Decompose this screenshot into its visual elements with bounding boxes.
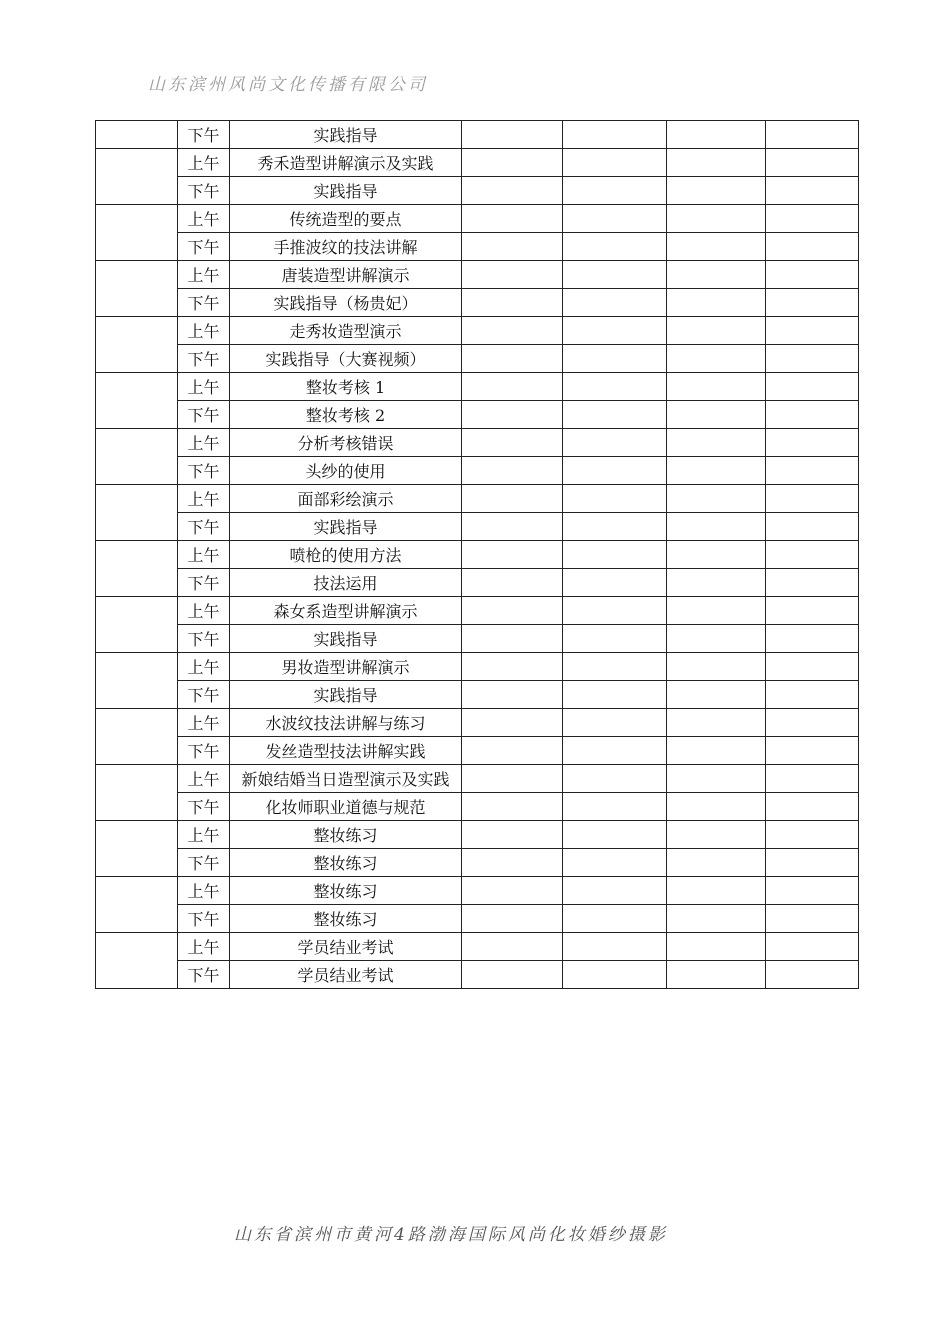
empty-cell xyxy=(667,289,766,317)
table-row xyxy=(96,233,859,261)
period-cell: 上午 xyxy=(178,877,230,905)
period-cell: 下午 xyxy=(178,345,230,373)
empty-cell xyxy=(462,905,563,933)
empty-cell xyxy=(766,681,859,709)
empty-cell xyxy=(766,849,859,877)
period-cell: 下午 xyxy=(178,625,230,653)
empty-cell xyxy=(766,905,859,933)
empty-cell xyxy=(462,933,563,961)
period-cell: 上午 xyxy=(178,149,230,177)
table-row xyxy=(96,149,859,177)
content-cell: 发丝造型技法讲解实践 xyxy=(230,737,462,765)
content-cell: 整妆考核 1 xyxy=(230,373,462,401)
empty-cell xyxy=(667,961,766,989)
empty-cell xyxy=(667,821,766,849)
empty-cell xyxy=(462,597,563,625)
empty-cell xyxy=(667,569,766,597)
table-row xyxy=(96,821,859,849)
day-cell xyxy=(96,261,178,317)
empty-cell xyxy=(462,177,563,205)
table-row xyxy=(96,737,859,765)
table-row xyxy=(96,429,859,457)
content-cell: 学员结业考试 xyxy=(230,961,462,989)
empty-cell xyxy=(563,373,667,401)
empty-cell xyxy=(462,961,563,989)
empty-cell xyxy=(462,541,563,569)
table-row xyxy=(96,121,859,149)
empty-cell xyxy=(766,569,859,597)
content-cell: 实践指导（大赛视频） xyxy=(230,345,462,373)
period-cell: 上午 xyxy=(178,373,230,401)
period-cell: 上午 xyxy=(178,709,230,737)
table-row xyxy=(96,345,859,373)
empty-cell xyxy=(462,149,563,177)
day-cell xyxy=(96,373,178,429)
empty-cell xyxy=(667,877,766,905)
table-row xyxy=(96,513,859,541)
period-cell: 上午 xyxy=(178,933,230,961)
table-row xyxy=(96,681,859,709)
empty-cell xyxy=(667,709,766,737)
empty-cell xyxy=(667,849,766,877)
empty-cell xyxy=(667,205,766,233)
company-header: 山东滨州风尚文化传播有限公司 xyxy=(148,75,428,95)
empty-cell xyxy=(563,177,667,205)
empty-cell xyxy=(462,877,563,905)
day-cell xyxy=(96,597,178,653)
empty-cell xyxy=(667,793,766,821)
period-cell: 下午 xyxy=(178,289,230,317)
period-cell: 下午 xyxy=(178,961,230,989)
empty-cell xyxy=(563,121,667,149)
content-cell: 传统造型的要点 xyxy=(230,205,462,233)
content-cell: 分析考核错误 xyxy=(230,429,462,457)
empty-cell xyxy=(462,653,563,681)
empty-cell xyxy=(462,205,563,233)
empty-cell xyxy=(563,933,667,961)
day-cell xyxy=(96,149,178,205)
table-row xyxy=(96,457,859,485)
content-cell: 新娘结婚当日造型演示及实践 xyxy=(230,765,462,793)
empty-cell xyxy=(563,709,667,737)
empty-cell xyxy=(462,457,563,485)
table-row xyxy=(96,597,859,625)
table-row xyxy=(96,961,859,989)
empty-cell xyxy=(766,933,859,961)
content-cell: 学员结业考试 xyxy=(230,933,462,961)
empty-cell xyxy=(563,317,667,345)
table-row xyxy=(96,877,859,905)
empty-cell xyxy=(667,681,766,709)
empty-cell xyxy=(563,429,667,457)
empty-cell xyxy=(462,793,563,821)
period-cell: 下午 xyxy=(178,121,230,149)
day-cell xyxy=(96,429,178,485)
day-cell xyxy=(96,121,178,149)
empty-cell xyxy=(563,765,667,793)
day-cell xyxy=(96,541,178,597)
empty-cell xyxy=(667,485,766,513)
empty-cell xyxy=(563,821,667,849)
table-row xyxy=(96,205,859,233)
table-row xyxy=(96,765,859,793)
empty-cell xyxy=(667,345,766,373)
empty-cell xyxy=(667,121,766,149)
course-schedule-table xyxy=(95,120,859,989)
period-cell: 上午 xyxy=(178,429,230,457)
empty-cell xyxy=(667,597,766,625)
content-cell: 实践指导 xyxy=(230,681,462,709)
empty-cell xyxy=(462,233,563,261)
content-cell: 实践指导 xyxy=(230,177,462,205)
day-cell xyxy=(96,821,178,877)
empty-cell xyxy=(563,345,667,373)
table-row xyxy=(96,401,859,429)
content-cell: 水波纹技法讲解与练习 xyxy=(230,709,462,737)
period-cell: 下午 xyxy=(178,681,230,709)
empty-cell xyxy=(563,261,667,289)
empty-cell xyxy=(667,149,766,177)
empty-cell xyxy=(667,373,766,401)
empty-cell xyxy=(766,429,859,457)
day-cell xyxy=(96,765,178,821)
period-cell: 下午 xyxy=(178,401,230,429)
empty-cell xyxy=(563,597,667,625)
empty-cell xyxy=(766,961,859,989)
empty-cell xyxy=(766,485,859,513)
empty-cell xyxy=(766,345,859,373)
content-cell: 整妆练习 xyxy=(230,905,462,933)
empty-cell xyxy=(563,457,667,485)
table-row xyxy=(96,261,859,289)
period-cell: 上午 xyxy=(178,541,230,569)
table-row xyxy=(96,709,859,737)
empty-cell xyxy=(462,345,563,373)
empty-cell xyxy=(766,541,859,569)
content-cell: 手推波纹的技法讲解 xyxy=(230,233,462,261)
empty-cell xyxy=(667,765,766,793)
period-cell: 上午 xyxy=(178,205,230,233)
empty-cell xyxy=(667,233,766,261)
empty-cell xyxy=(462,709,563,737)
empty-cell xyxy=(667,177,766,205)
table-row xyxy=(96,625,859,653)
table-row xyxy=(96,373,859,401)
content-cell: 技法运用 xyxy=(230,569,462,597)
empty-cell xyxy=(563,541,667,569)
empty-cell xyxy=(462,569,563,597)
schedule-body xyxy=(96,121,859,989)
empty-cell xyxy=(563,485,667,513)
day-cell xyxy=(96,877,178,933)
empty-cell xyxy=(766,737,859,765)
empty-cell xyxy=(667,317,766,345)
empty-cell xyxy=(766,513,859,541)
empty-cell xyxy=(462,373,563,401)
day-cell xyxy=(96,485,178,541)
empty-cell xyxy=(563,289,667,317)
empty-cell xyxy=(766,121,859,149)
empty-cell xyxy=(563,681,667,709)
empty-cell xyxy=(667,653,766,681)
empty-cell xyxy=(667,737,766,765)
day-cell xyxy=(96,933,178,989)
period-cell: 上午 xyxy=(178,597,230,625)
empty-cell xyxy=(563,569,667,597)
table-row xyxy=(96,541,859,569)
empty-cell xyxy=(667,429,766,457)
empty-cell xyxy=(563,793,667,821)
empty-cell xyxy=(563,877,667,905)
empty-cell xyxy=(766,653,859,681)
empty-cell xyxy=(462,429,563,457)
table-row xyxy=(96,569,859,597)
table-row xyxy=(96,933,859,961)
table-row xyxy=(96,485,859,513)
empty-cell xyxy=(563,737,667,765)
content-cell: 整妆练习 xyxy=(230,849,462,877)
empty-cell xyxy=(667,541,766,569)
content-cell: 走秀妆造型演示 xyxy=(230,317,462,345)
empty-cell xyxy=(563,653,667,681)
empty-cell xyxy=(766,261,859,289)
content-cell: 整妆练习 xyxy=(230,877,462,905)
empty-cell xyxy=(462,737,563,765)
empty-cell xyxy=(667,457,766,485)
empty-cell xyxy=(766,177,859,205)
period-cell: 上午 xyxy=(178,653,230,681)
empty-cell xyxy=(462,765,563,793)
empty-cell xyxy=(462,261,563,289)
empty-cell xyxy=(667,933,766,961)
empty-cell xyxy=(462,121,563,149)
content-cell: 秀禾造型讲解演示及实践 xyxy=(230,149,462,177)
empty-cell xyxy=(462,513,563,541)
table-row xyxy=(96,905,859,933)
day-cell xyxy=(96,205,178,261)
period-cell: 上午 xyxy=(178,261,230,289)
period-cell: 下午 xyxy=(178,793,230,821)
empty-cell xyxy=(766,625,859,653)
period-cell: 下午 xyxy=(178,457,230,485)
table-row xyxy=(96,793,859,821)
empty-cell xyxy=(563,233,667,261)
table-row xyxy=(96,289,859,317)
empty-cell xyxy=(766,401,859,429)
empty-cell xyxy=(563,905,667,933)
empty-cell xyxy=(667,625,766,653)
empty-cell xyxy=(667,905,766,933)
table-row xyxy=(96,317,859,345)
empty-cell xyxy=(667,401,766,429)
period-cell: 上午 xyxy=(178,317,230,345)
content-cell: 实践指导 xyxy=(230,121,462,149)
table-row xyxy=(96,849,859,877)
period-cell: 下午 xyxy=(178,569,230,597)
empty-cell xyxy=(462,849,563,877)
period-cell: 下午 xyxy=(178,737,230,765)
empty-cell xyxy=(766,877,859,905)
period-cell: 下午 xyxy=(178,513,230,541)
content-cell: 整妆考核 2 xyxy=(230,401,462,429)
content-cell: 实践指导 xyxy=(230,513,462,541)
period-cell: 上午 xyxy=(178,485,230,513)
table-row xyxy=(96,653,859,681)
empty-cell xyxy=(563,149,667,177)
content-cell: 喷枪的使用方法 xyxy=(230,541,462,569)
address-footer: 山东省滨州市黄河4路渤海国际风尚化妆婚纱摄影 xyxy=(234,1225,668,1245)
empty-cell xyxy=(563,625,667,653)
content-cell: 面部彩绘演示 xyxy=(230,485,462,513)
content-cell: 实践指导 xyxy=(230,625,462,653)
period-cell: 下午 xyxy=(178,177,230,205)
period-cell: 上午 xyxy=(178,821,230,849)
empty-cell xyxy=(766,289,859,317)
empty-cell xyxy=(462,485,563,513)
content-cell: 化妆师职业道德与规范 xyxy=(230,793,462,821)
content-cell: 实践指导（杨贵妃） xyxy=(230,289,462,317)
period-cell: 上午 xyxy=(178,765,230,793)
day-cell xyxy=(96,709,178,765)
empty-cell xyxy=(766,317,859,345)
empty-cell xyxy=(563,205,667,233)
empty-cell xyxy=(766,373,859,401)
empty-cell xyxy=(766,793,859,821)
empty-cell xyxy=(462,821,563,849)
empty-cell xyxy=(462,625,563,653)
content-cell: 森女系造型讲解演示 xyxy=(230,597,462,625)
day-cell xyxy=(96,317,178,373)
day-cell xyxy=(96,653,178,709)
empty-cell xyxy=(563,401,667,429)
empty-cell xyxy=(462,317,563,345)
empty-cell xyxy=(766,457,859,485)
content-cell: 唐装造型讲解演示 xyxy=(230,261,462,289)
empty-cell xyxy=(766,597,859,625)
empty-cell xyxy=(462,681,563,709)
empty-cell xyxy=(563,849,667,877)
empty-cell xyxy=(563,513,667,541)
empty-cell xyxy=(766,765,859,793)
empty-cell xyxy=(766,205,859,233)
content-cell: 整妆练习 xyxy=(230,821,462,849)
empty-cell xyxy=(766,709,859,737)
empty-cell xyxy=(766,149,859,177)
empty-cell xyxy=(766,821,859,849)
content-cell: 男妆造型讲解演示 xyxy=(230,653,462,681)
table-row xyxy=(96,177,859,205)
period-cell: 下午 xyxy=(178,233,230,261)
empty-cell xyxy=(766,233,859,261)
empty-cell xyxy=(563,961,667,989)
period-cell: 下午 xyxy=(178,905,230,933)
content-cell: 头纱的使用 xyxy=(230,457,462,485)
empty-cell xyxy=(667,261,766,289)
empty-cell xyxy=(462,289,563,317)
period-cell: 下午 xyxy=(178,849,230,877)
empty-cell xyxy=(667,513,766,541)
empty-cell xyxy=(462,401,563,429)
